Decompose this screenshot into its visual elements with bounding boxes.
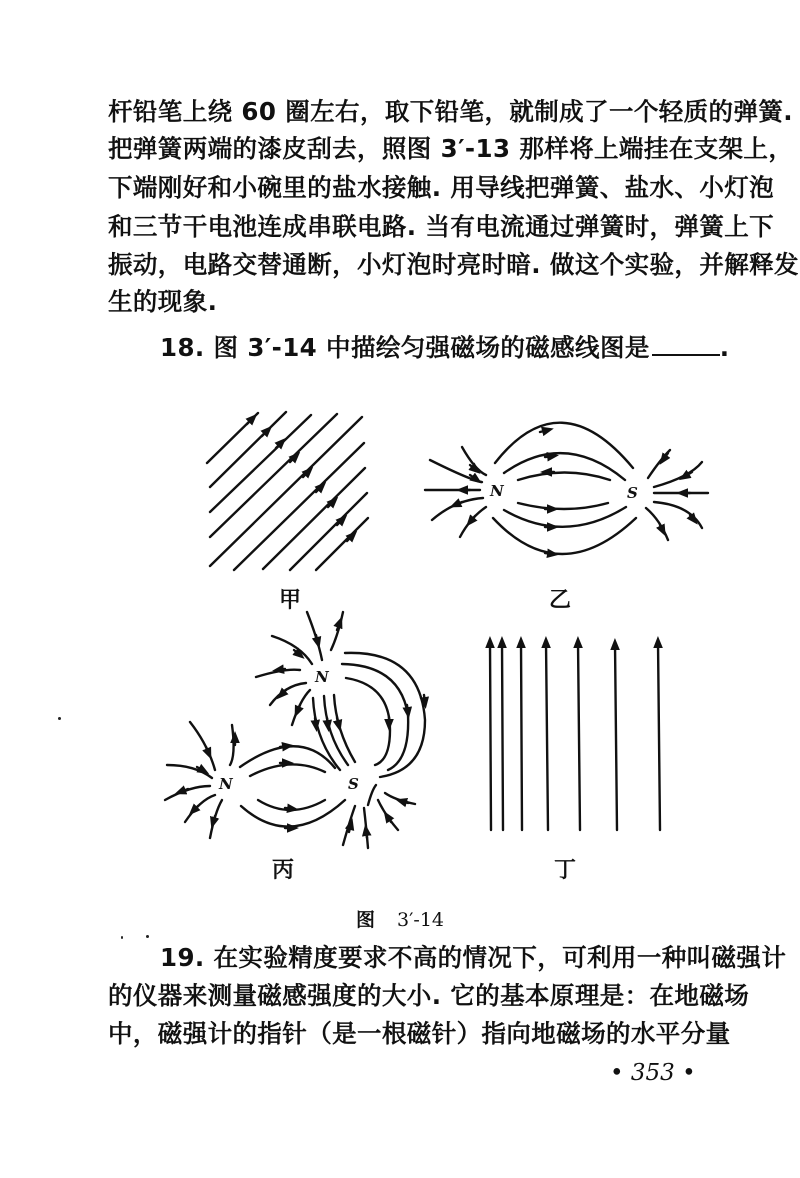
figure-caption-number: 3′-14 [397, 909, 444, 931]
subfigure-bing-field-lines [165, 612, 425, 848]
text-line: 生的现象. [108, 287, 218, 316]
text-line: 振动，电路交替通断，小灯泡时亮时暗. 做这个实验，并解释发 [108, 250, 799, 279]
question-18-end: . [719, 333, 730, 362]
pole-label-n: N [315, 668, 329, 686]
subfigure-jia-field-lines [207, 412, 368, 570]
question-19-line: 19. 在实验精度要求不高的情况下，可利用一种叫磁强计 [160, 943, 787, 972]
question-19-line: 中，磁强计的指针（是一根磁针）指向地磁场的水平分量 [108, 1019, 731, 1048]
pole-label-s: S [627, 484, 638, 502]
pole-label-n: N [490, 482, 504, 500]
subfigure-label-jia: 甲 [279, 588, 302, 613]
subfigure-yi-field-lines [425, 423, 708, 554]
figure-caption-word: 图 [355, 909, 375, 931]
subfigure-label-ding: 丁 [554, 858, 577, 883]
text-line: 把弹簧两端的漆皮刮去，照图 3′-13 那样将上端挂在支架上， [108, 134, 794, 163]
question-19-line: 的仪器来测量磁感强度的大小. 它的基本原理是：在地磁场 [108, 981, 750, 1010]
figure-caption [0, 905, 800, 932]
scan-speck [121, 936, 123, 939]
scan-speck [146, 935, 149, 938]
subfigure-label-bing: 丙 [272, 858, 295, 883]
text-line: 下端刚好和小碗里的盐水接触. 用导线把弹簧、盐水、小灯泡 [108, 173, 775, 202]
pole-label-s: S [348, 775, 359, 793]
subfigure-label-yi: 乙 [549, 588, 572, 613]
question-18-text: 18. 图 3′-14 中描绘匀强磁场的磁感线图是 [160, 333, 650, 362]
text-line: 杆铅笔上绕 60 圈左右，取下铅笔，就制成了一个轻质的弹簧. [108, 97, 793, 126]
subfigure-ding-field-lines [490, 642, 660, 830]
pole-label-n: N [219, 775, 233, 793]
text-line: 和三节干电池连成串联电路. 当有电流通过弹簧时，弹簧上下 [108, 212, 775, 241]
page-number: • 353 • [610, 1060, 696, 1086]
scan-speck [58, 717, 61, 720]
